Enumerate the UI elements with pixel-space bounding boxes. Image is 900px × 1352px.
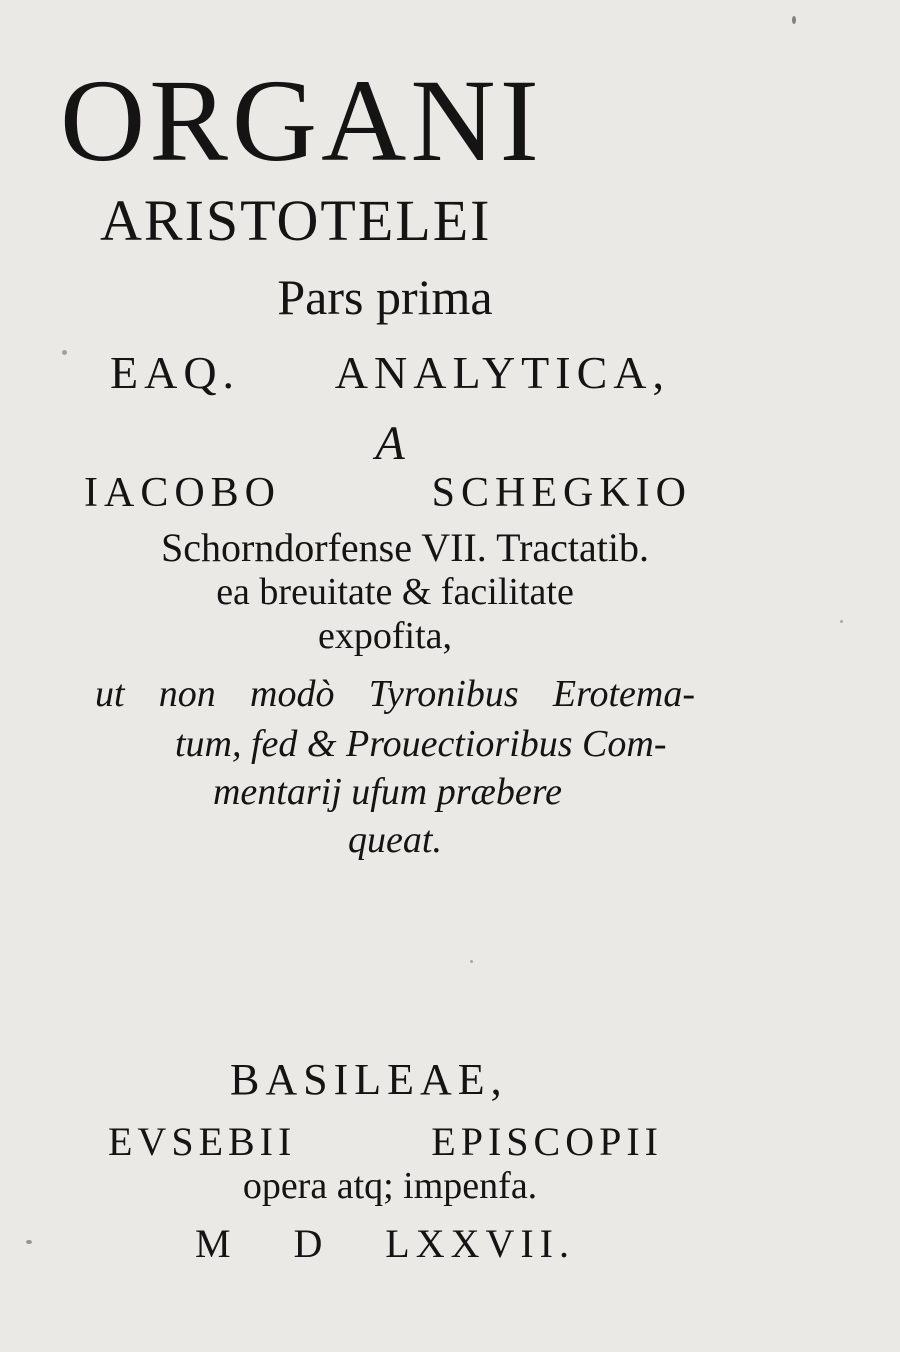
paper-speck bbox=[792, 16, 796, 24]
imprint-printer: EVSEBII EPISCOPII bbox=[108, 1119, 663, 1164]
book-subtitle: ARISTOTELEI bbox=[100, 188, 492, 253]
book-part-name: EAQ. ANALYTICA, bbox=[110, 347, 670, 398]
by-mark: A bbox=[375, 417, 405, 470]
italic-line: ut non modò Tyronibus Erotema- bbox=[95, 673, 695, 715]
description-line: Schorndorfense VII. Tractatib. bbox=[160, 525, 650, 570]
description-line: ea breuitate & facilitate bbox=[216, 571, 574, 613]
paper-speck bbox=[840, 620, 843, 623]
paper-speck bbox=[470, 960, 473, 963]
italic-line: tum, fed & Prouectioribus Com- bbox=[175, 723, 667, 765]
imprint-city: BASILEAE, bbox=[230, 1055, 508, 1104]
italic-line: mentarij ufum præbere bbox=[212, 771, 562, 813]
book-title: ORGANI bbox=[60, 55, 543, 186]
description-line: expofita, bbox=[317, 615, 452, 657]
imprint-year: M D LXXVII. bbox=[195, 1221, 575, 1266]
book-part: Pars prima bbox=[277, 269, 493, 325]
author-name: IACOBO SCHEGKIO bbox=[84, 470, 692, 516]
paper-speck bbox=[26, 1240, 32, 1244]
imprint-note: opera atq; impenfa. bbox=[242, 1165, 538, 1207]
italic-line: queat. bbox=[348, 819, 442, 861]
paper-speck bbox=[62, 350, 67, 355]
